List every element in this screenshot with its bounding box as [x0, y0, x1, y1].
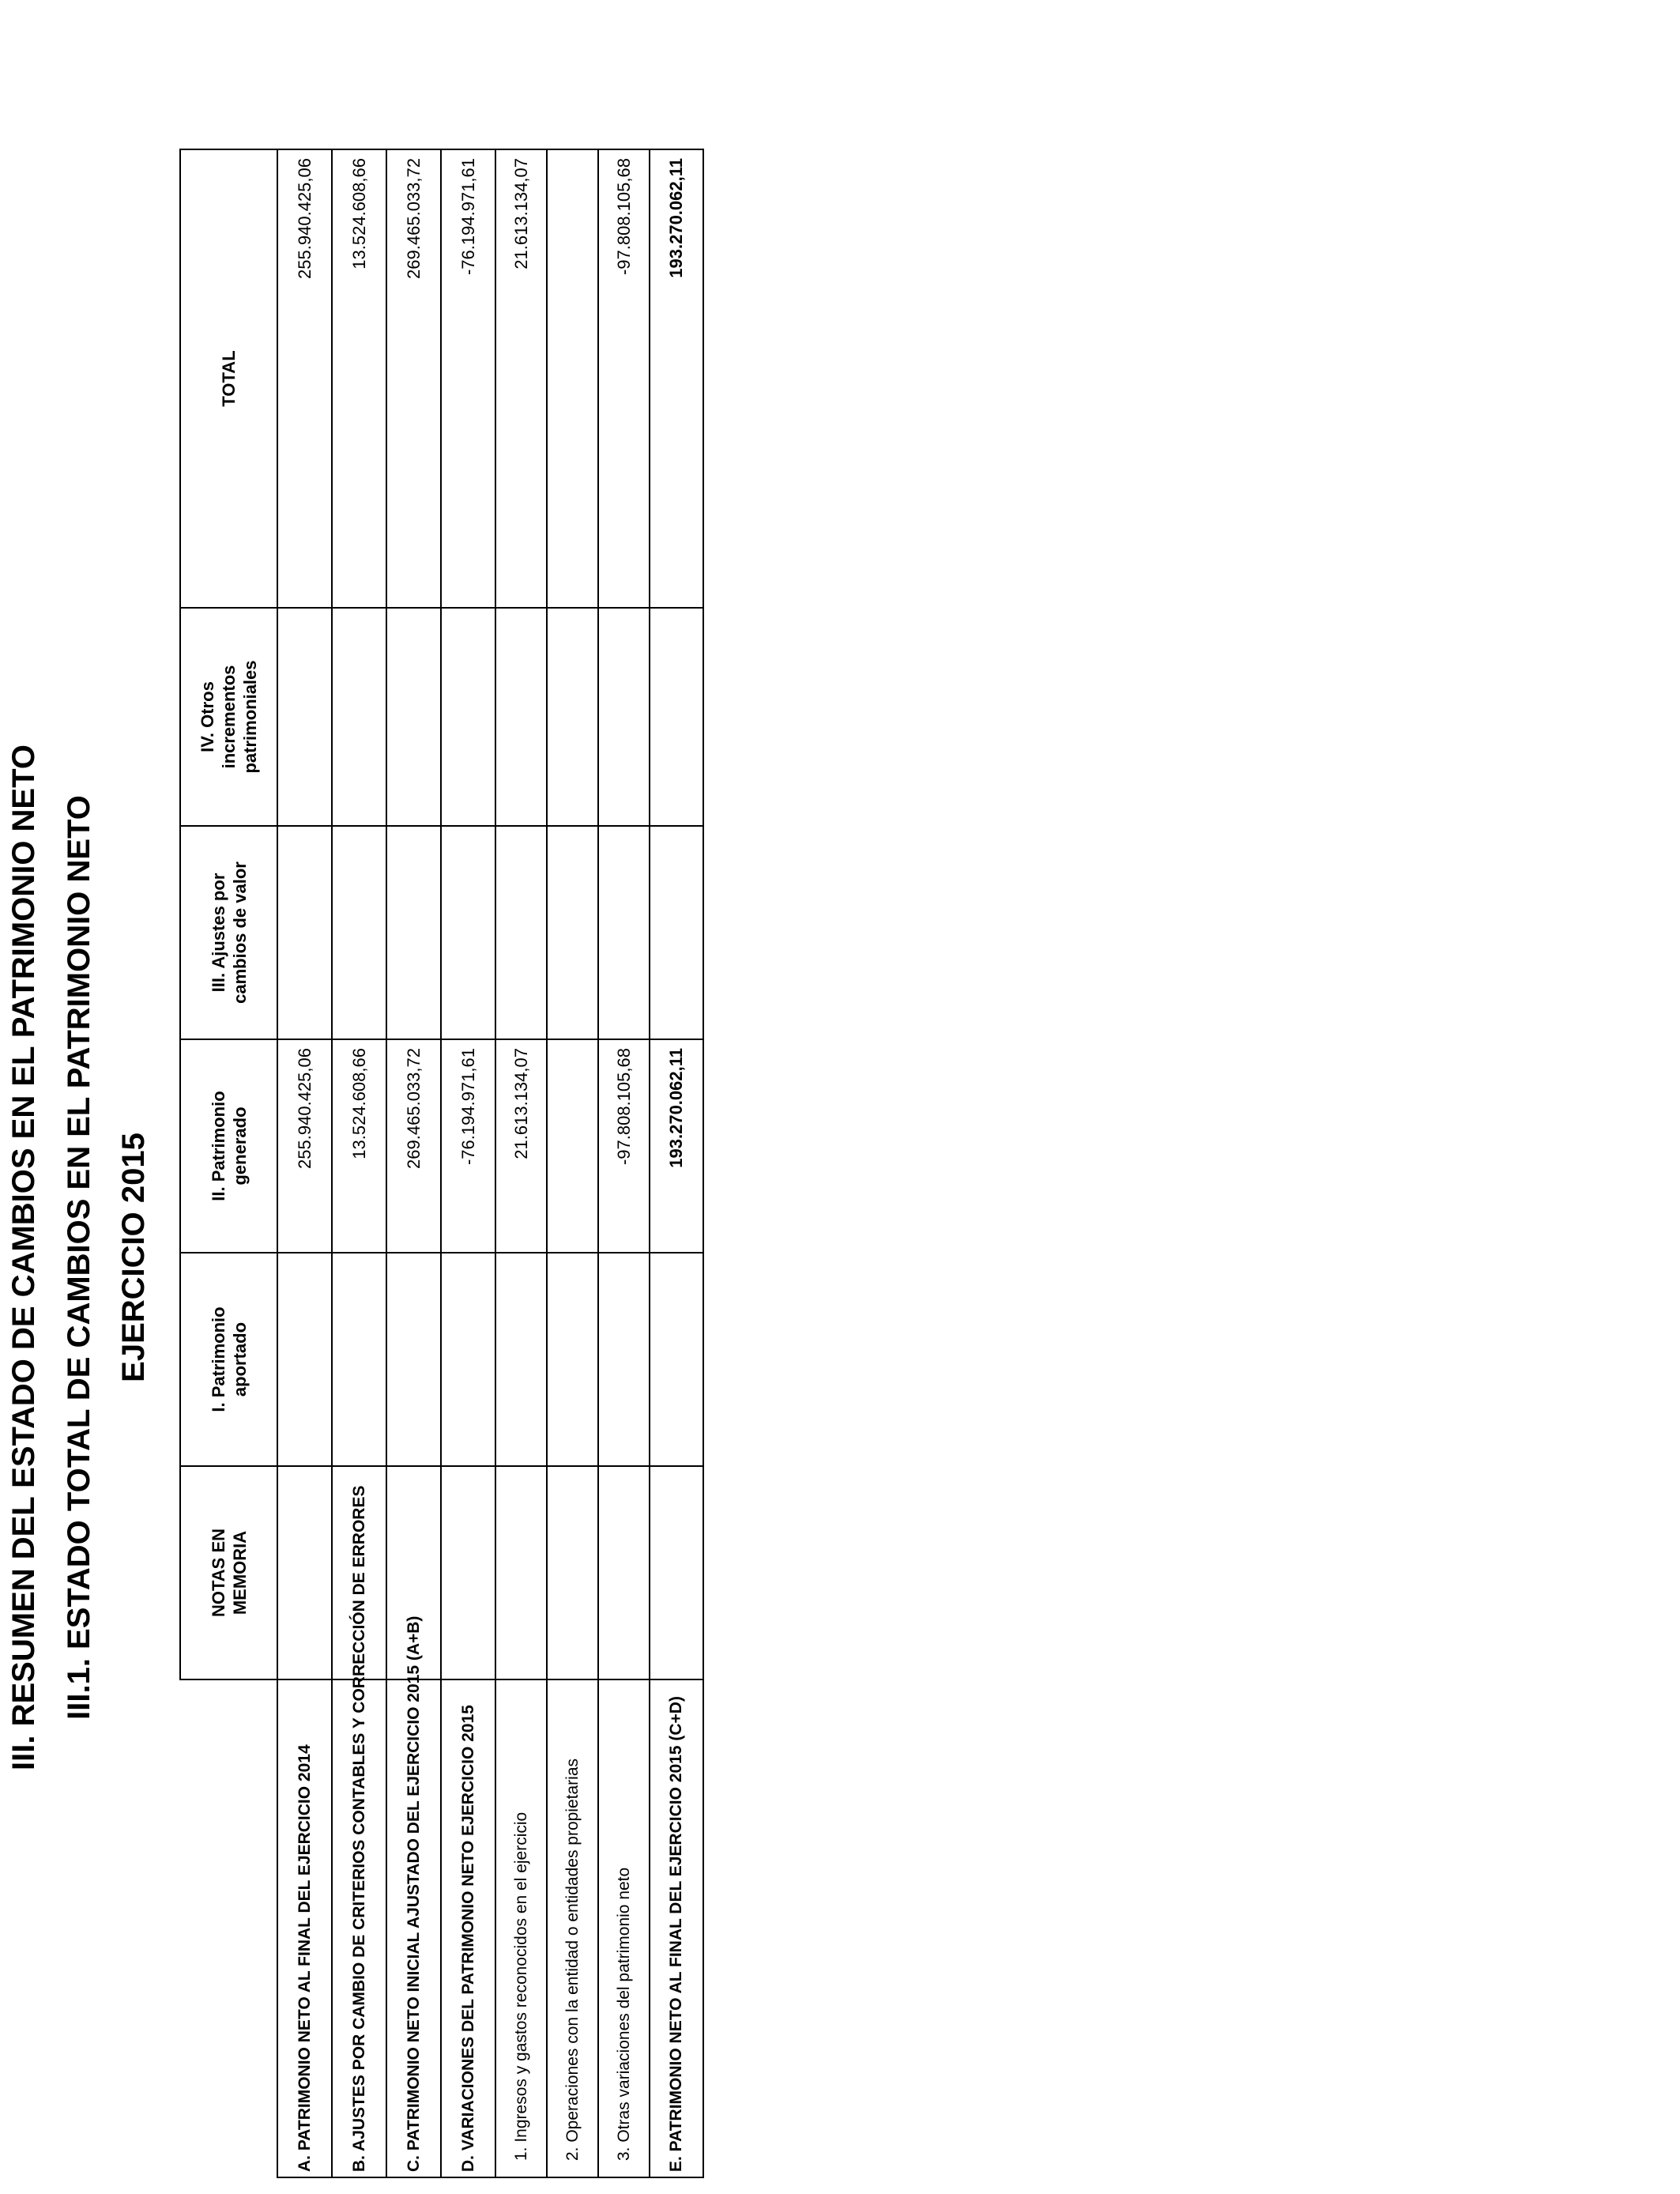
header-total: TOTAL [180, 149, 277, 608]
row-label: C. PATRIMONIO NETO INICIAL AJUSTADO DEL EJERCICIO 2015 (A+B) [386, 1679, 441, 2177]
cell-aportado [332, 1253, 386, 1466]
cell-generado: 269.465.033,72 [386, 1039, 441, 1253]
cell-ajustes [495, 826, 547, 1039]
row-label: B. AJUSTES POR CAMBIO DE CRITERIOS CONTABLES Y CORRECCIÓN DE ERRORES [332, 1679, 386, 2177]
cell-ajustes [332, 826, 386, 1039]
table-row-total [650, 149, 703, 2177]
row-label: 2. Operaciones con la entidad o entidades propietarias [547, 1679, 598, 2177]
cell-total: 255.940.425,06 [277, 149, 332, 608]
cell-aportado [547, 1253, 598, 1466]
row-label: 3. Otras variaciones del patrimonio neto [598, 1679, 650, 2177]
cell-notas [277, 1466, 332, 1679]
year-title: EJERCICIO 2015 [116, 1133, 151, 1382]
cell-aportado [650, 1253, 703, 1466]
cell-notas [495, 1466, 547, 1679]
table-row [277, 149, 332, 2177]
cell-total [547, 149, 598, 608]
cell-otros [441, 608, 495, 826]
cell-otros [495, 608, 547, 826]
cell-ajustes [650, 826, 703, 1039]
cell-ajustes [598, 826, 650, 1039]
cell-otros [598, 608, 650, 826]
cell-generado: 21.613.134,07 [495, 1039, 547, 1253]
header-patrimonio-generado: II. Patrimonio generado [180, 1039, 277, 1253]
cell-ajustes [547, 826, 598, 1039]
table-row [598, 149, 650, 2177]
patrimonio-neto-table [179, 149, 704, 2178]
cell-otros [650, 608, 703, 826]
table-row [495, 149, 547, 2177]
header-ajustes-valor: III. Ajustes por cambios de valor [180, 826, 277, 1039]
header-row [180, 149, 277, 2177]
cell-total: 269.465.033,72 [386, 149, 441, 608]
cell-generado: -97.808.105,68 [598, 1039, 650, 1253]
cell-notas [598, 1466, 650, 1679]
table-row [441, 149, 495, 2177]
cell-total: -97.808.105,68 [598, 149, 650, 608]
cell-generado: 255.940.425,06 [277, 1039, 332, 1253]
cell-notas [650, 1466, 703, 1679]
row-label: D. VARIACIONES DEL PATRIMONIO NETO EJERCICIO 2015 [441, 1679, 495, 2177]
cell-otros [386, 608, 441, 826]
row-label: 1. Ingresos y gastos reconocidos en el ejercicio [495, 1679, 547, 2177]
cell-otros [277, 608, 332, 826]
cell-ajustes [441, 826, 495, 1039]
main-title: III. RESUMEN DEL ESTADO DE CAMBIOS EN EL PATRIMONIO NETO [6, 745, 41, 1770]
header-patrimonio-aportado: I. Patrimonio aportado [180, 1253, 277, 1466]
table-row [547, 149, 598, 2177]
cell-generado: 13.524.608,66 [332, 1039, 386, 1253]
row-label: A. PATRIMONIO NETO AL FINAL DEL EJERCICIO 2014 [277, 1679, 332, 2177]
table-row [386, 149, 441, 2177]
header-otros-incrementos: IV. Otros incrementos patrimoniales [180, 608, 277, 826]
cell-aportado [495, 1253, 547, 1466]
cell-total: -76.194.971,61 [441, 149, 495, 608]
cell-total: 193.270.062,11 [650, 149, 703, 608]
cell-total: 21.613.134,07 [495, 149, 547, 608]
cell-generado [547, 1039, 598, 1253]
cell-ajustes [386, 826, 441, 1039]
cell-aportado [441, 1253, 495, 1466]
header-notas: NOTAS EN MEMORIA [180, 1466, 277, 1679]
cell-otros [332, 608, 386, 826]
row-label: E. PATRIMONIO NETO AL FINAL DEL EJERCICIO 2015 (C+D) [650, 1679, 703, 2177]
cell-total: 13.524.608,66 [332, 149, 386, 608]
header-blank-cell [180, 1679, 277, 2177]
cell-aportado [277, 1253, 332, 1466]
table-row [332, 149, 386, 2177]
cell-ajustes [277, 826, 332, 1039]
cell-otros [547, 608, 598, 826]
cell-generado: -76.194.971,61 [441, 1039, 495, 1253]
cell-aportado [386, 1253, 441, 1466]
cell-notas [441, 1466, 495, 1679]
cell-generado: 193.270.062,11 [650, 1039, 703, 1253]
cell-aportado [598, 1253, 650, 1466]
cell-notas [547, 1466, 598, 1679]
section-title: III.1. ESTADO TOTAL DE CAMBIOS EN EL PATRIMONIO NETO [62, 795, 96, 1720]
